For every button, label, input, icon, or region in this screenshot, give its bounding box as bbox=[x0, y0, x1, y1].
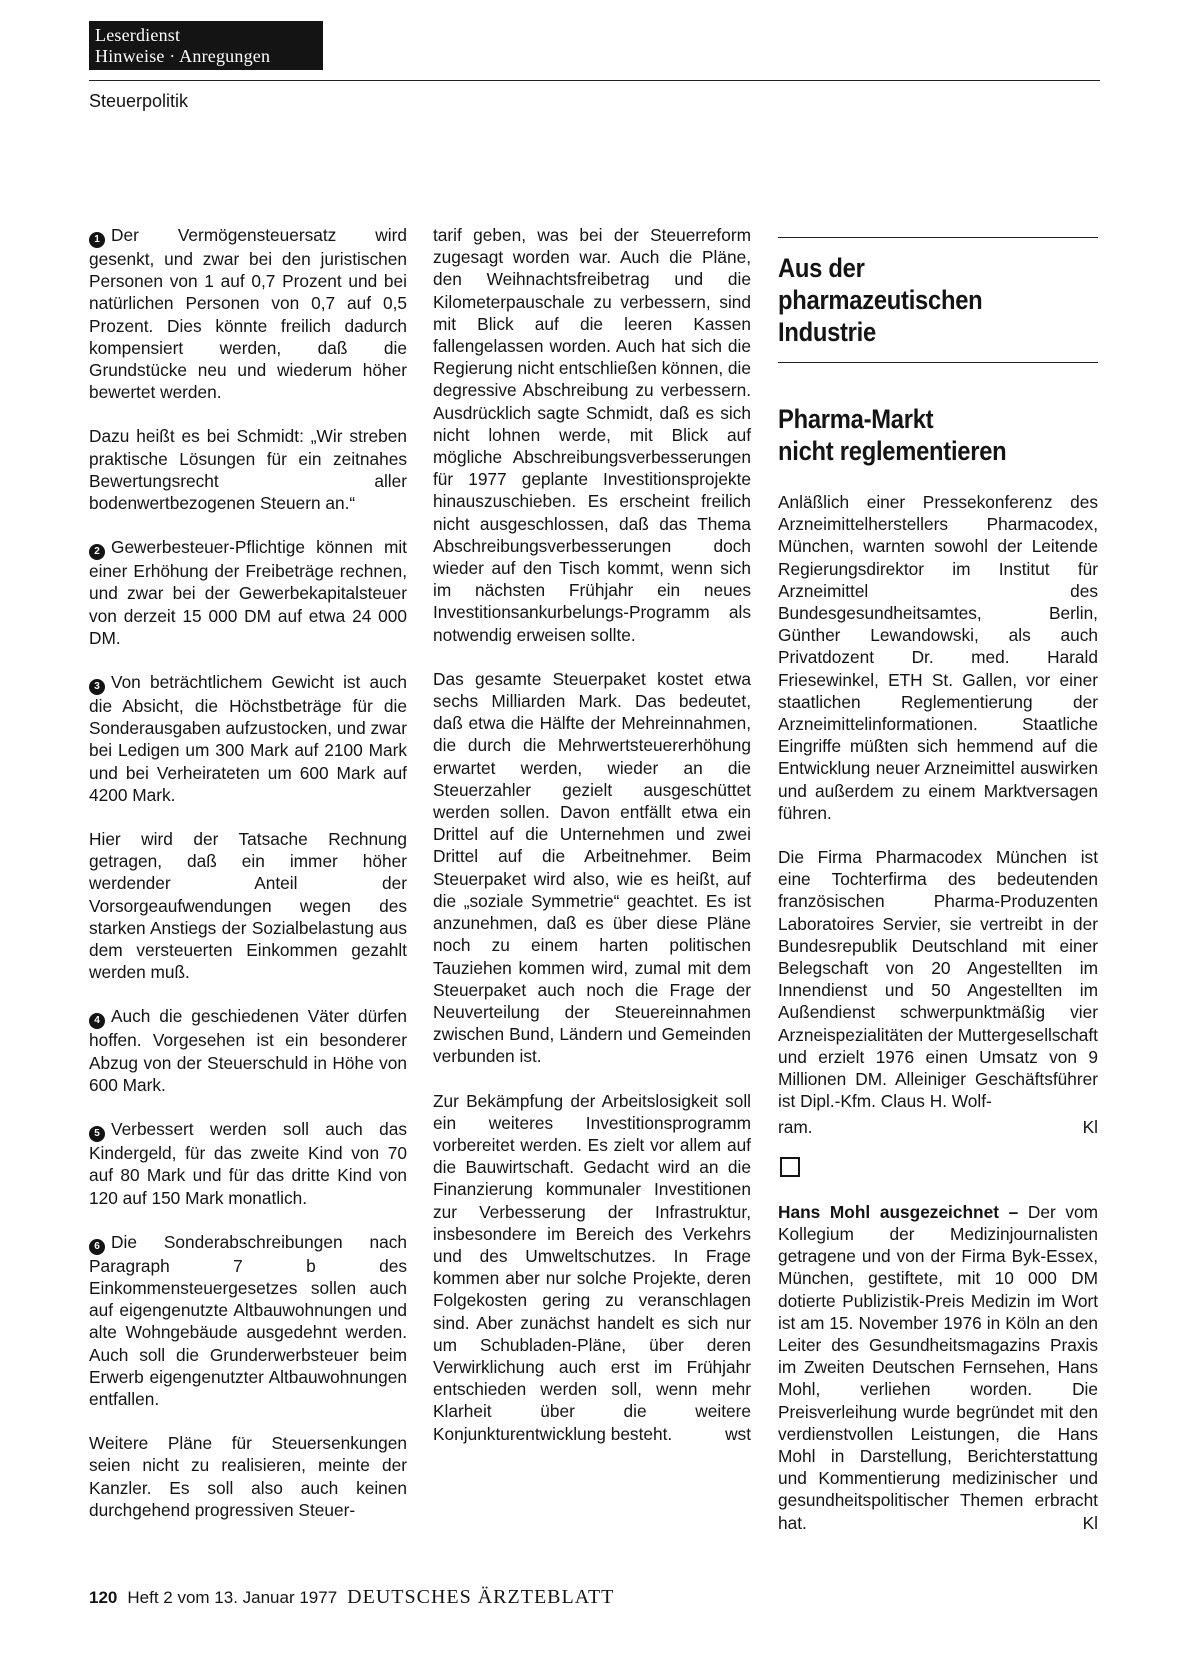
author-signature: Kl bbox=[1082, 1512, 1098, 1533]
header-rule bbox=[89, 80, 1100, 81]
number-bullet-icon: 6 bbox=[89, 1239, 105, 1255]
paragraph-text: Der vom Kollegium der Medizinjournalisten getragene und von der Firma Byk-Essex, München, gestiftete, mit 10 000 DM dotierte Publizistik-Preis Medizin im Wort ist am 15. November 1976 in Köln an den Leiter des Gesundheitsmagazins Praxis im Zweiten Deutschen Fernsehen, Hans Mohl, verliehen worden. Die Preisverleihung wurde begründet mit den verdienstvollen Leistungen, die Hans Mohl in Darstellung, Berichterstattung und Kommentierung medizinischer und gesundheitspolitischer Themen erbracht hat. bbox=[778, 1201, 1098, 1533]
paragraph bbox=[89, 1005, 407, 1096]
masthead-line1: Leserdienst bbox=[95, 25, 181, 45]
column-rule-mid bbox=[778, 362, 1098, 363]
paragraph-text: Die Firma Pharmacodex München ist eine Tochterfirma des bedeutenden französischen Pharma-Produzenten Laboratoires Servier, sie vertreibt in der Bundesrepublik Deutschland mit einer Belegschaft von 20 Angestellten im Innendienst und 50 Angestellten im Außendienst schwerpunktmäßig vier Arzneispezialitäten der Muttergesellschaft und erzielt 1976 einen Umsatz von 9 Millionen DM. Alleiniger Geschäftsführer ist Dipl.-Kfm. Claus H. Wolf- bbox=[778, 847, 1098, 1112]
article-headline bbox=[778, 403, 1095, 467]
paragraph-text: Verbessert werden soll auch das Kindergeld, für das zweite Kind von 70 auf 80 Mark und für das dritte Kind von 120 auf 150 Mark monatlich. bbox=[89, 1119, 407, 1208]
number-bullet-icon: 2 bbox=[89, 544, 105, 560]
paragraph-lead: Hans Mohl ausgezeichnet – bbox=[778, 1201, 1019, 1222]
author-signature: wst bbox=[725, 1423, 751, 1444]
paragraph-text: Zur Bekämpfung der Arbeitslosigkeit soll ein weiteres Investitionsprogramm vorbereitet werden. Es zielt vor allem auf die Bauwirtschaft. Gedacht wird an die Finanzierung kommunaler Investitionen zur Verbesserung der Infrastruktur, insbesondere im Bereich des Verkehrs und des Umweltschutzes. In Frage kommen aber nur solche Projekte, deren Folgekosten gering zu veranschlagen sind. Aber zunächst handelt es sich nur um Schubladen-Pläne, über deren Verwirklichung auch erst im Frühjahr entschieden werden soll, wenn mehr Klarheit über die weitere Konjunkturentwicklung besteht. bbox=[433, 1090, 751, 1444]
masthead bbox=[89, 21, 323, 70]
page-number: 120 bbox=[89, 1588, 118, 1607]
paragraph bbox=[89, 536, 407, 649]
column-2 bbox=[433, 224, 751, 1467]
masthead-line2: Hinweise · Anregungen bbox=[95, 46, 271, 66]
magazine-name: DEUTSCHES ÄRZTEBLATT bbox=[347, 1586, 615, 1608]
paragraph-text: Auch die geschiedenen Väter dürfen hoffen. Vorgesehen ist ein besonderer Abzug von der Steuerschuld in Höhe von 600 Mark. bbox=[89, 1006, 407, 1095]
paragraph: Anläßlich einer Pressekonferenz des Arzneimittelherstellers Pharmacodex, München, warnten sowohl der Leitende Regierungsdirektor im Institut für Arzneimittel des Bundesgesundheitsamtes, Berlin, Günther Lewandowski, als auch Privatdozent Dr. med. Harald Friesewinkel, ETH St. Gallen, vor einer staatlichen Reglementierung der Arzneimittelinformationen. Staatliche Eingriffe müßten sich hemmend auf die Entwicklung neuer Arzneimittel auswirken und außerdem zu einem Marktversagen führen. bbox=[778, 492, 1098, 823]
paragraph: Weitere Pläne für Steuersenkungen seien nicht zu realisieren, meinte der Kanzler. Es soll also auch keinen durchgehend progressiven Steuer- bbox=[89, 1433, 407, 1520]
number-bullet-icon: 3 bbox=[89, 679, 105, 695]
rubric-line: Aus der bbox=[778, 253, 865, 283]
paragraph-text: ram. bbox=[778, 1117, 813, 1138]
paragraph bbox=[89, 224, 407, 403]
paragraph-end bbox=[778, 1116, 1098, 1138]
rubric-line: Industrie bbox=[778, 317, 876, 347]
end-square-icon bbox=[780, 1157, 800, 1177]
paragraph bbox=[89, 1118, 407, 1209]
paragraph: Dazu heißt es bei Schmidt: „Wir streben praktische Lösungen für ein zeitnahes Bewertungsrecht aller bodenwertbezogenen Steuern an.“ bbox=[89, 426, 407, 514]
paragraph: Das gesamte Steuerpaket kostet etwa sechs Milliarden Mark. Das bedeutet, daß etwa die Hälfte der Mehreinnahmen, die durch die Mehrwertsteuererhöhung erwartet werden, wieder an die Steuerzahler gezielt ausgeschüttet werden sollen. Davon entfällt etwa ein Drittel auf die Unternehmen und zwei Drittel auf die Arbeitnehmer. Beim Steuerpaket wird also, wie es heißt, auf die „soziale Symmetrie“ geachtet. Es ist anzunehmen, daß es über diese Pläne noch zu einem harten politischen Tauziehen kommen wird, zumal mit dem Steuerpaket auch noch die Frage der Neuverteilung der Steuereinnahmen zwischen Bund, Ländern und Gemeinden verbunden ist. bbox=[433, 668, 751, 1067]
number-bullet-icon: 5 bbox=[89, 1126, 105, 1142]
paragraph-text: Der Vermögensteuersatz wird gesenkt, und zwar bei den juristischen Personen von 1 auf 0,7 Prozent und bei natürlichen Personen von 0,7 auf 0,5 Prozent. Dies könnte freilich dadurch kompensiert werden, daß die Grundstücke neu und wiederum höher bewertet werden. bbox=[89, 225, 407, 403]
author-signature: Kl bbox=[1082, 1117, 1098, 1138]
number-bullet-icon: 1 bbox=[89, 232, 105, 248]
number-bullet-icon: 4 bbox=[89, 1013, 105, 1029]
paragraph bbox=[89, 1231, 407, 1410]
rubric-heading bbox=[778, 252, 1095, 348]
paragraph-text: Die Sonderabschreibungen nach Paragraph 7 b des Einkommensteuergesetzes sollen auch auf eigengenutzte Altbauwohnungen und alte Wohngebäude ausgedehnt werden. Auch soll die Grunderwerbsteuer beim Erwerb eigengenutzter Altbauwohnungen entfallen. bbox=[89, 1231, 407, 1409]
headline-line: Pharma-Markt bbox=[778, 404, 934, 434]
paragraph bbox=[778, 1201, 1098, 1534]
paragraph: tarif geben, was bei der Steuerreform zugesagt worden war. Auch die Pläne, den Weihnachtsfreibetrag und die Kilometerpauschale zu verbessern, sind mit Blick auf die leeren Kassen fallengelassen worden. Auch hat sich die Regierung nicht entschließen können, die degressive Abschreibung zu verbessern. Ausdrücklich sagte Schmidt, daß es sich nicht lohnen werde, mit Blick auf mögliche Abschreibungsverbesserungen für 1977 geplante Investitionsprojekte hinauszuschieben. Es erscheint freilich nicht ausgeschlossen, daß das Thema Abschreibungsverbesserungen doch wieder auf den Tisch kommt, wenn sich im nächsten Frühjahr ein neues Investitionsankurbelungs-Programm als notwendig erweisen sollte. bbox=[433, 225, 751, 645]
paragraph-text: Gewerbesteuer-Pflichtige können mit einer Erhöhung der Freibeträge rechnen, und zwar bei der Gewerbekapitalsteuer von derzeit 15 000 DM auf etwa 24 000 DM. bbox=[89, 537, 407, 648]
paragraph: Hier wird der Tatsache Rechnung getragen, daß ein immer höher werdender Anteil der Vorsorgeaufwendungen wegen des starken Anstiegs der Sozialbelastung aus dem versteuerten Einkommen gezahlt werden muß. bbox=[89, 829, 407, 983]
paragraph bbox=[433, 1090, 751, 1445]
page-footer bbox=[89, 1586, 614, 1609]
column-1 bbox=[89, 224, 407, 1543]
section-label: Steuerpolitik bbox=[89, 91, 189, 111]
paragraph-text: Von beträchtlichem Gewicht ist auch die Absicht, die Höchstbeträge für die Sonderausgaben aufzustocken, und zwar bei Ledigen um 300 Mark auf 2100 Mark und bei Verheirateten um 600 Mark auf 4200 Mark. bbox=[89, 672, 407, 805]
rubric-line: pharmazeutischen bbox=[778, 285, 983, 315]
headline-line: nicht reglementieren bbox=[778, 436, 1007, 466]
column-3 bbox=[778, 238, 1098, 1556]
paragraph bbox=[778, 846, 1098, 1112]
issue-info: Heft 2 vom 13. Januar 1977 bbox=[127, 1588, 338, 1607]
column-rule-top bbox=[778, 237, 1098, 238]
paragraph bbox=[89, 671, 407, 806]
